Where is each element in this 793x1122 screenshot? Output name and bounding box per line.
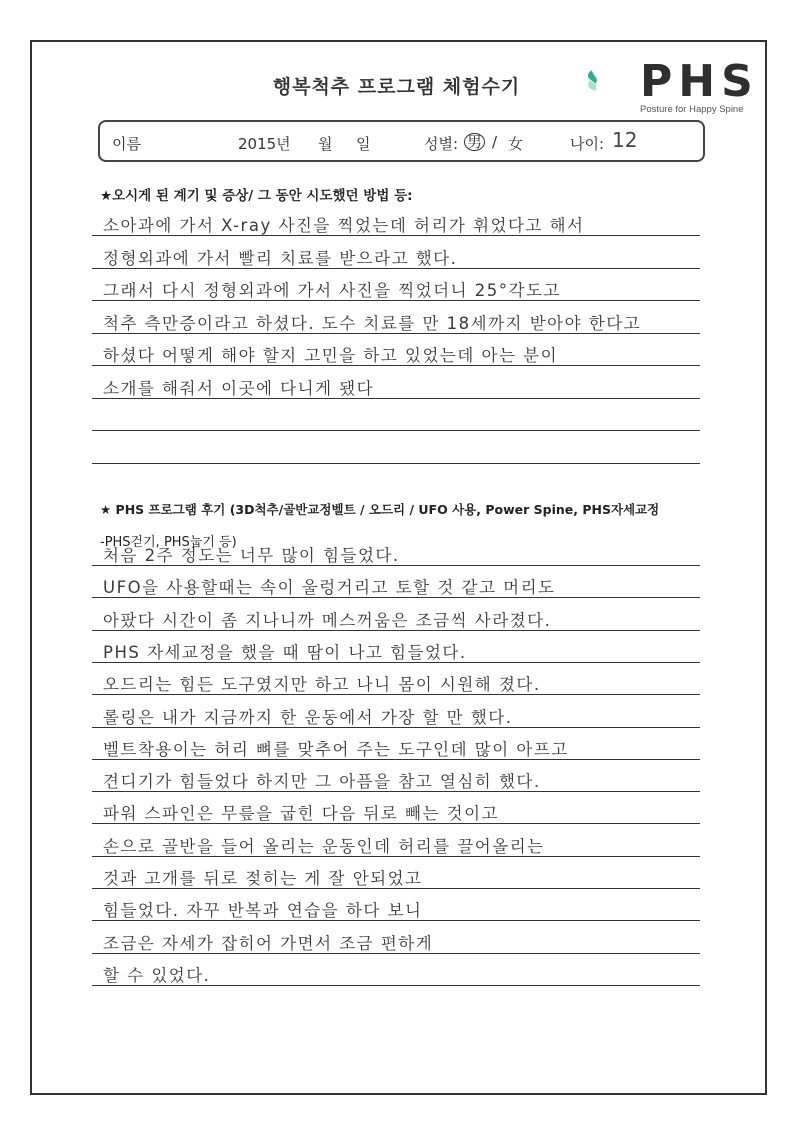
section1-line: 그래서 다시 정형외과에 가서 사진을 찍었더니 25°각도고 xyxy=(103,281,561,300)
section2-heading: ★ PHS 프로그램 후기 (3D척추/골반교정벨트 / 오드리 / UFO 사용, Power Spine, PHS자세교정 xyxy=(100,502,660,517)
section2-line: 힘들었다. 자꾸 반복과 연습을 하다 보니 xyxy=(103,901,423,921)
section2-line: 손으로 골반을 들어 올리는 운동인데 허리를 끌어올리는 xyxy=(103,836,545,856)
gender-female: 女 xyxy=(508,135,524,153)
section1-rule xyxy=(92,430,700,431)
section2-line: 견디기가 힘들었다 하지만 그 아픔을 참고 열심히 했다. xyxy=(103,772,541,792)
section2-line: 오드리는 힘든 도구였지만 하고 나니 몸이 시원해 졌다. xyxy=(103,675,541,695)
day-label: 일 xyxy=(356,135,371,153)
section1-line: 소아과에 가서 X-ray 사진을 찍었는데 허리가 휘었다고 해서 xyxy=(103,216,585,235)
section2-line: 파워 스파인은 무릎을 굽힌 다음 뒤로 빼는 것이고 xyxy=(103,804,499,824)
gender-label: 성별: xyxy=(424,135,459,153)
logo-tagline: Posture for Happy Spine xyxy=(640,104,744,115)
month-label: 월 xyxy=(318,135,333,153)
gender-separator: / xyxy=(492,133,498,151)
section2-line: 할 수 있었다. xyxy=(103,965,211,985)
section1-line: 하셨다 어떻게 해야 할지 고민을 하고 있었는데 아는 분이 xyxy=(103,346,559,365)
section2-line: 벨트착용이는 허리 뼈를 맞추어 주는 도구인데 많이 아프고 xyxy=(103,739,569,759)
section1-line: 정형외과에 가서 빨리 치료를 받으라고 했다. xyxy=(103,248,458,268)
section1-line: 소개를 해줘서 이곳에 다니게 됐다 xyxy=(103,378,375,398)
phs-logo-icon xyxy=(585,45,645,117)
gender-male: 男 xyxy=(464,133,485,151)
section1-rule xyxy=(92,463,700,464)
name-label: 이름 xyxy=(112,135,141,153)
section1-heading: ★오시게 된 계기 및 증상/ 그 동안 시도했던 방법 등: xyxy=(100,188,413,204)
age-value: 12 xyxy=(612,128,638,152)
section2-line: 아팠다 시간이 좀 지나니까 메스꺼움은 조금씩 사라졌다. xyxy=(103,610,552,630)
age-label: 나이: xyxy=(570,135,605,153)
section2-line: 조금은 자세가 잡히어 가면서 조금 편하게 xyxy=(103,933,434,953)
section2-line: PHS 자세교정을 했을 때 땀이 나고 힘들었다. xyxy=(103,642,467,662)
section2-line: 것과 고개를 뒤로 젖히는 게 잘 안되었고 xyxy=(103,869,423,888)
section1-line: 척추 측만증이라고 하셨다. 도수 치료를 만 18세까지 받아야 한다고 xyxy=(103,313,642,333)
logo-wordmark: PHS xyxy=(640,56,759,107)
section2-heading-cont: -PHS걷기, PHS눕기 등) xyxy=(100,535,237,550)
section2-line: UFO을 사용할때는 속이 울렁거리고 토할 것 같고 머리도 xyxy=(103,578,556,598)
year-field: 2015년 xyxy=(238,135,291,153)
section2-line: 롤링은 내가 지금까지 한 운동에서 가장 할 만 했다. xyxy=(103,707,513,727)
section2-line: 처음 2주 정도는 너무 많이 힘들었다. xyxy=(103,546,400,565)
form-title: 행복척추 프로그램 체험수기 xyxy=(272,76,521,98)
